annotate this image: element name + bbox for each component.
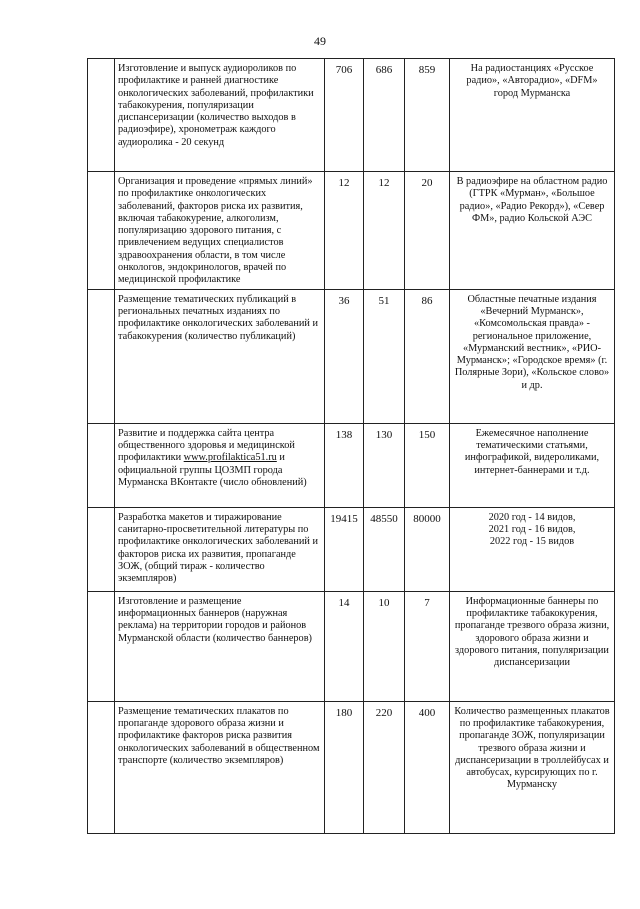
row-value-3: 20 (405, 172, 450, 290)
row-description: Организация и проведение «прямых линий» по профилактике онкологических заболеваний, факторов риска их развития, включая табакокурение, алкоголизм, популяризацию здорового питания, с привлечением ведущих специалистов здравоохранения области, в том числе онкологов, эндокринологов, врачей по медицинской профилактике (115, 172, 325, 290)
row-value-2: 10 (364, 591, 405, 701)
row-note: 2020 год - 14 видов, 2021 год - 16 видов, 2022 год - 15 видов (450, 507, 615, 591)
row-value-1: 706 (325, 59, 364, 172)
row-value-2: 130 (364, 423, 405, 507)
page-number: 49 (314, 34, 326, 48)
row-note: Ежемесячное наполнение тематическими статьями, инфографикой, видероликами, интернет-баннерами и т.д. (450, 423, 615, 507)
row-description-text: и официальной группы ЦОЗМП города Мурманска ВКонтакте (число обновлений) (118, 452, 307, 488)
row-note: Количество размещенных плакатов по профилактике табакокурения, пропаганде ЗОЖ, популяризации трезвого образа жизни и диспансеризации в троллейбусах и автобусах, курсирующих по г. Мурманску (450, 701, 615, 833)
row-description: Изготовление и размещение информационных баннеров (наружная реклама) на территории городов и районов Мурманской области (количество баннеров) (115, 591, 325, 701)
table-row (88, 423, 615, 507)
row-description: Размещение тематических плакатов по пропаганде здорового образа жизни и профилактике факторов риска развития онкологических заболеваний в общественном транспорте (количество экземпляров) (115, 701, 325, 833)
row-value-1: 12 (325, 172, 364, 290)
row-value-1: 19415 (325, 507, 364, 591)
row-description: Размещение тематических публикаций в региональных печатных изданиях по профилактике онкологических заболеваний и табакокурения (количество публикаций) (115, 289, 325, 423)
row-value-1: 180 (325, 701, 364, 833)
row-value-1: 14 (325, 591, 364, 701)
table-row (88, 701, 615, 833)
row-description: Разработка макетов и тиражирование санитарно-просветительной литературы по профилактике онкологических заболеваний и факторов риска их развития, пропаганде ЗОЖ, (общий тираж - количество экземпляров) (115, 507, 325, 591)
row-value-3: 400 (405, 701, 450, 833)
row-note: Областные печатные издания «Вечерний Мурманск», «Комсомольская правда» - региональное приложение, «Мурманский вестник», «РИО-Мурманск»; «Городское время» (г. Полярные Зори), «Кольское слово» и др. (450, 289, 615, 423)
row-value-3: 859 (405, 59, 450, 172)
table-row (88, 507, 615, 591)
row-description-text: Развитие и поддержка сайта центра общественного здоровья и медицинской профилактики (118, 427, 295, 464)
row-value-2: 220 (364, 701, 405, 833)
row-index (88, 701, 115, 833)
row-description: Изготовление и выпуск аудиороликов по профилактике и ранней диагностике онкологических заболеваний, профилактики табакокурения, популяризации диспансеризации (количество выходов в радиоэфире), хронометраж каждого аудиоролика - 20 секунд (115, 59, 325, 172)
row-value-3: 150 (405, 423, 450, 507)
row-note: В радиоэфире на областном радио (ГТРК «Мурман», «Большое радио», «Радио Рекорд»), «Север ФМ», радио Кольской АЭС (450, 172, 615, 290)
row-value-2: 686 (364, 59, 405, 172)
row-index (88, 591, 115, 701)
row-value-3: 80000 (405, 507, 450, 591)
row-note: Информационные баннеры по профилактике табакокурения, пропаганде трезвого образа жизни, здорового образа жизни и здорового питания, популяризации диспансеризации (450, 591, 615, 701)
row-note: На радиостанциях «Русское радио», «Авторадио», «DFM» город Мурманска (450, 59, 615, 172)
row-description (115, 423, 325, 507)
row-value-2: 12 (364, 172, 405, 290)
table-row (88, 289, 615, 423)
row-index (88, 423, 115, 507)
row-value-3: 86 (405, 289, 450, 423)
row-value-2: 48550 (364, 507, 405, 591)
row-value-3: 7 (405, 591, 450, 701)
row-index (88, 507, 115, 591)
row-value-1: 138 (325, 423, 364, 507)
measures-table (87, 58, 615, 834)
row-index (88, 59, 115, 172)
site-link[interactable]: www.profilaktica51.ru (183, 452, 277, 464)
table-row (88, 591, 615, 701)
table-row (88, 172, 615, 290)
row-index (88, 172, 115, 290)
row-value-1: 36 (325, 289, 364, 423)
table-row (88, 59, 615, 172)
row-value-2: 51 (364, 289, 405, 423)
row-index (88, 289, 115, 423)
